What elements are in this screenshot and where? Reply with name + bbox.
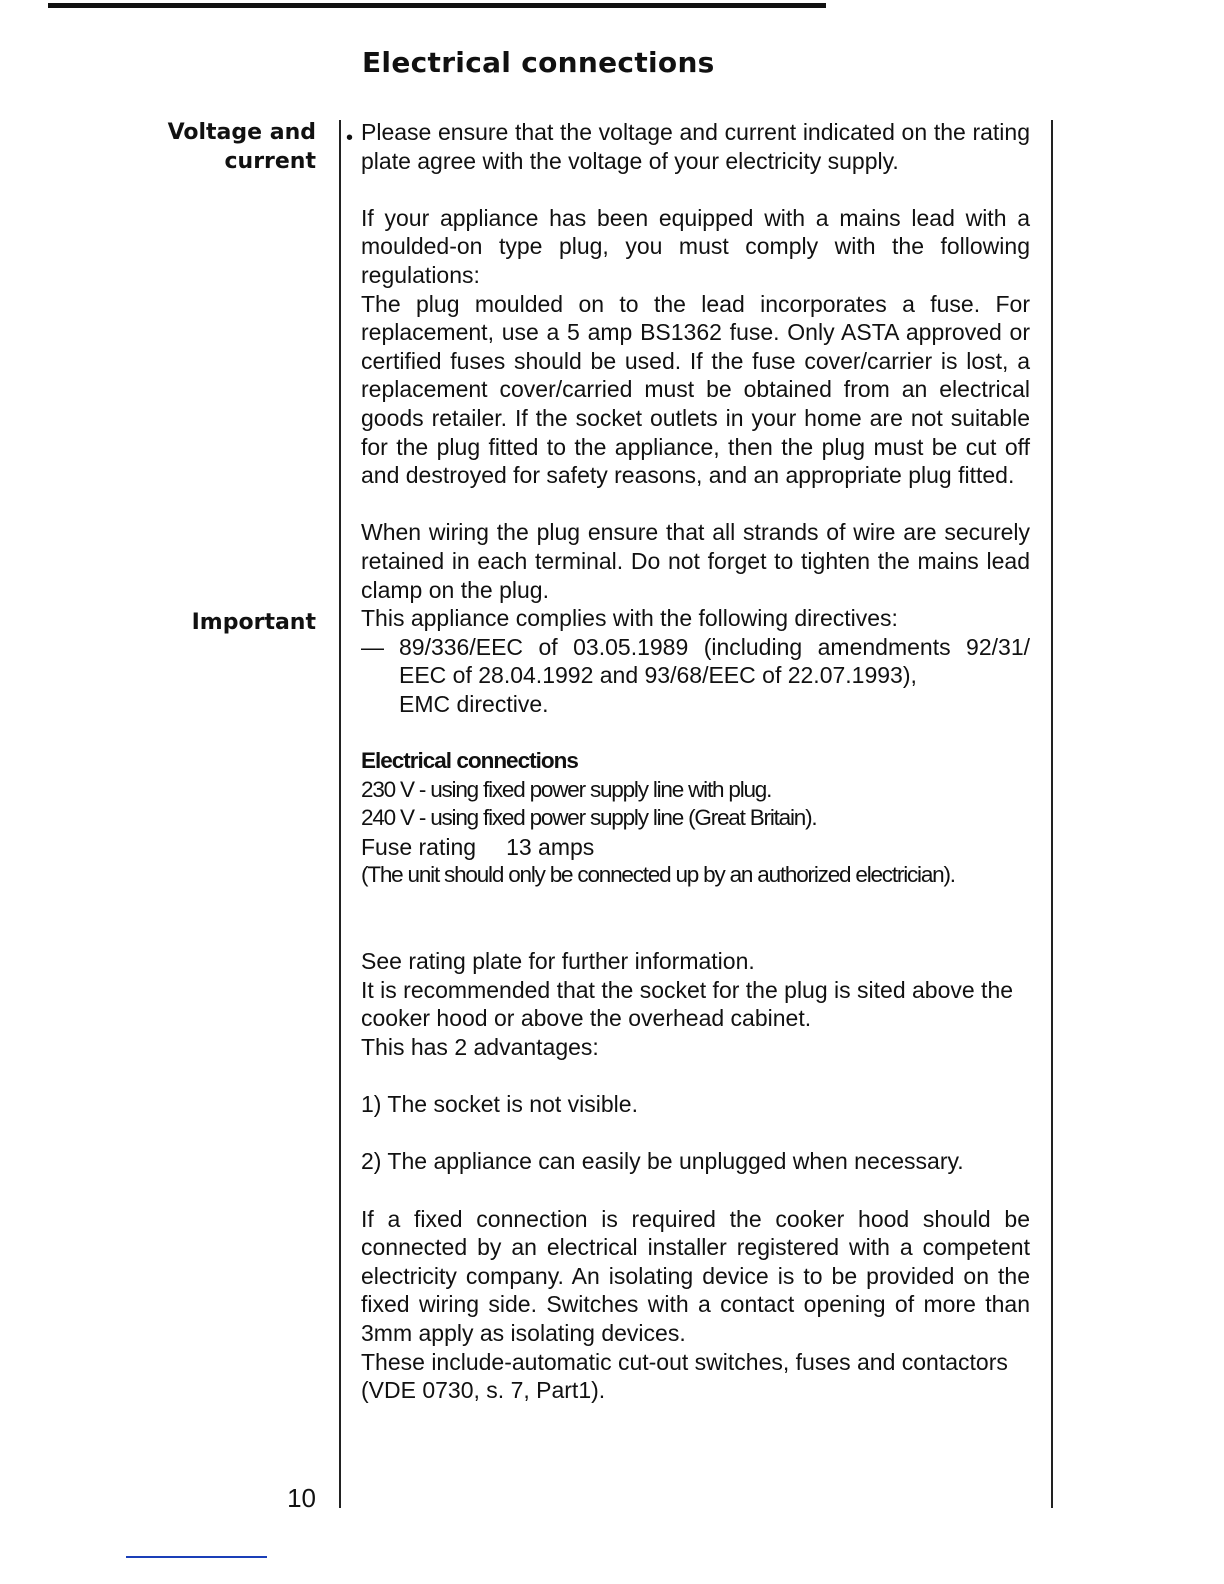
- paragraph-socket-recommendation: It is recommended that the socket for the plug is sited above the cooker hood or above the overhead cabinet.: [361, 976, 1014, 1032]
- directive-emc: EMC directive.: [399, 690, 549, 717]
- dash-icon: —: [361, 633, 384, 660]
- paragraph-fixed-connection: If a fixed connection is required the cooker hood should be connected by an electrical installer registered with a competent electricity company. An isolating device is to be provided on the fixed wiring side. Switches with a contact opening of more than 3mm apply as isolating devices.: [361, 1205, 1030, 1346]
- left-column-rule: [339, 120, 341, 1508]
- page-number: 10: [287, 1483, 316, 1513]
- connections-230v: 230 V - using fixed power supply line with plug.: [361, 776, 772, 802]
- page-title: Electrical connections: [362, 46, 715, 79]
- top-rule: [48, 3, 826, 8]
- sidebar-heading-voltage: [168, 118, 316, 176]
- connections-240v: 240 V - using fixed power supply line (Great Britain).: [361, 805, 817, 831]
- fuse-rating-row: [361, 833, 1030, 862]
- bottom-rule: [126, 1556, 267, 1558]
- directive-text: 89/336/EEC of 03.05.1989 (including amendments 92/31/ EEC of 28.04.1992 and 93/68/EEC of 22.07.1993),: [399, 633, 1030, 689]
- directive-list-item: [361, 633, 1030, 719]
- paragraph-directives-intro: This appliance complies with the following directives:: [361, 605, 898, 632]
- sidebar-voltage-line2: current: [224, 149, 316, 174]
- main-content: [361, 118, 1030, 1405]
- paragraph-fuse-replacement: The plug moulded on to the lead incorporates a fuse. For replacement, use a 5 amp BS1362 fuse. Only ASTA approved or certified fuses should be used. If the fuse cover/carrier is lost, a replacement cover/carried must be obtained from an electrical goods retailer. If the socket outlets in your home are not suitable for the plug fitted to the appliance, then the plug must be cut off and destroyed for safety reasons, and an appropriate plug fitted.: [361, 290, 1030, 489]
- paragraph-isolating-devices: These include-automatic cut-out switches, fuses and contactors (VDE 0730, s. 7, Part1).: [361, 1348, 1008, 1404]
- paragraph-wiring: When wiring the plug ensure that all strands of wire are securely retained in each terminal. Do not forget to tighten the mains lead clamp on the plug.: [361, 519, 1030, 603]
- paragraph-moulded-plug: If your appliance has been equipped with a mains lead with a moulded-on type plug, you must comply with the following regulations:: [361, 204, 1030, 288]
- fuse-rating-label: Fuse rating: [361, 833, 477, 860]
- paragraph-voltage-check: Please ensure that the voltage and current indicated on the rating plate agree with the voltage of your electricity supply.: [361, 119, 1030, 174]
- sidebar-heading-important: Important: [191, 610, 316, 635]
- sidebar-voltage-line1: Voltage and: [167, 120, 316, 145]
- connections-heading: Electrical connections: [361, 748, 578, 774]
- advantage-item-2: 2) The appliance can easily be unplugged when necessary.: [361, 1148, 964, 1175]
- paragraph-see-rating-plate: See rating plate for further information.: [361, 948, 755, 975]
- connections-note: (The unit should only be connected up by an authorized electrician).: [361, 862, 955, 888]
- paragraph-advantages: This has 2 advantages:: [361, 1034, 599, 1060]
- fuse-rating-value: 13 amps: [506, 833, 595, 860]
- bullet-icon: •: [346, 127, 354, 149]
- advantage-item-1: 1) The socket is not visible.: [361, 1091, 638, 1118]
- right-column-rule: [1051, 120, 1053, 1508]
